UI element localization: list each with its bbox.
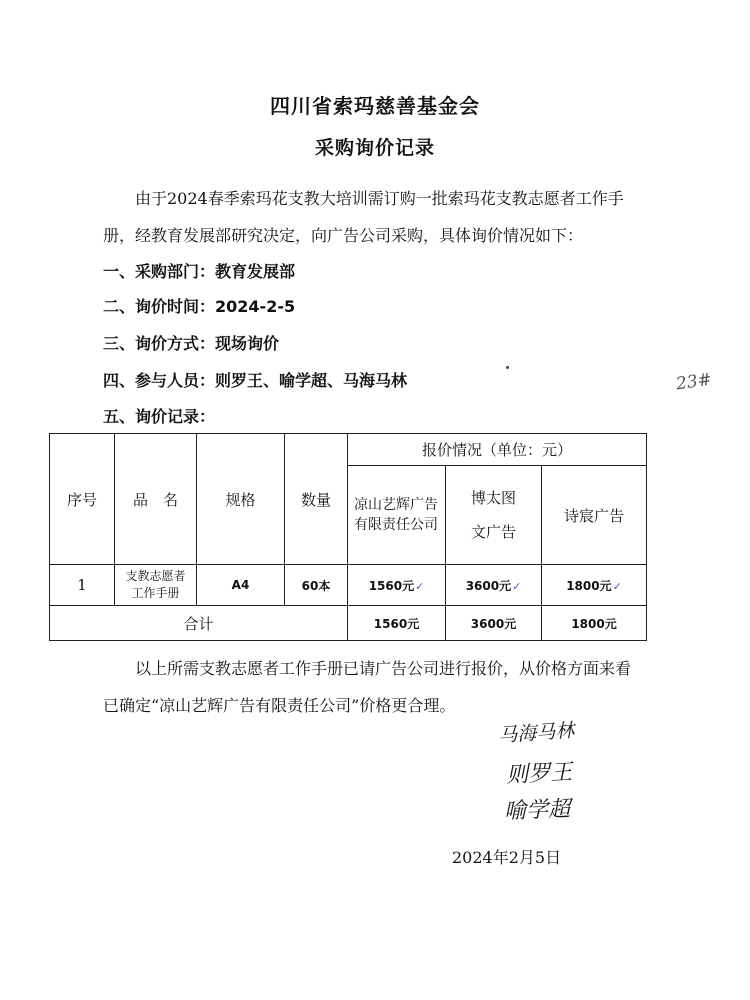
check-mark-icon: ✓	[512, 579, 522, 593]
header-name: 品 名	[115, 434, 197, 565]
quote-value: 3600元	[465, 578, 512, 593]
item-records	[103, 404, 215, 427]
check-mark-icon: ✓	[415, 579, 425, 593]
table-row	[50, 565, 647, 606]
item-label: 二、询价时间：	[103, 297, 216, 316]
total-quote-3: 1800元	[542, 606, 647, 641]
item-inquiry-time	[103, 294, 295, 317]
item-label: 五、询价记录：	[103, 407, 216, 426]
header-spec: 规格	[197, 434, 285, 565]
row-qty: 60本	[285, 565, 348, 606]
row-quote-1	[348, 565, 446, 606]
item-participants	[103, 368, 407, 391]
org-title: 四川省索玛慈善基金会	[270, 94, 480, 118]
row-spec: A4	[197, 565, 285, 606]
total-quote-1: 1560元	[348, 606, 446, 641]
item-label: 四、参与人员：	[103, 371, 216, 390]
row-name: 支教志愿者工作手册	[115, 565, 197, 606]
item-value: 教育发展部	[215, 262, 296, 281]
signature-2: 则罗王	[505, 759, 573, 789]
row-quote-3	[542, 565, 647, 606]
header-qty: 数量	[285, 434, 348, 565]
header-vendor-3: 诗宸广告	[542, 466, 647, 565]
item-value: 则罗王、喻学超、马海马林	[215, 371, 408, 390]
signature-1: 马海马林	[497, 719, 576, 747]
signature-3: 喻学超	[503, 796, 571, 825]
intro-paragraph: 由于2024春季索玛花支教大培训需订购一批索玛花支教志愿者工作手册，经教育发展部研究决定，向广告公司采购，具体询价情况如下：	[103, 189, 624, 245]
total-quote-2: 3600元	[446, 606, 542, 641]
quote-table	[49, 433, 647, 641]
item-department	[103, 259, 295, 282]
quote-value: 1800元	[566, 578, 612, 593]
item-inquiry-method	[103, 331, 279, 354]
total-label: 合计	[50, 606, 348, 641]
ink-dot	[506, 366, 509, 369]
margin-handwritten-note: 23#	[674, 369, 714, 395]
total-row	[50, 606, 647, 641]
header-quote-group: 报价情况（单位：元）	[348, 434, 647, 466]
header-vendor-1: 凉山艺辉广告有限责任公司	[348, 466, 446, 565]
conclusion-paragraph: 以上所需支教志愿者工作手册已请广告公司进行报价，从价格方面来看已确定“凉山艺辉广告有限责任公司”价格更合理。	[103, 659, 632, 715]
check-mark-icon: ✓	[612, 579, 622, 593]
item-label: 三、询价方式：	[103, 334, 216, 353]
doc-title: 采购询价记录	[314, 137, 435, 159]
quote-value: 1560元	[368, 578, 415, 593]
header-vendor-2: 博太图文广告	[446, 466, 542, 565]
header-seq: 序号	[50, 434, 115, 565]
item-value: 现场询价	[215, 334, 280, 353]
row-seq: 1	[50, 565, 115, 606]
item-value: 2024-2-5	[215, 297, 296, 316]
document-date: 2024年2月5日	[452, 848, 562, 867]
row-quote-2	[446, 565, 542, 606]
item-label: 一、采购部门：	[103, 262, 216, 281]
